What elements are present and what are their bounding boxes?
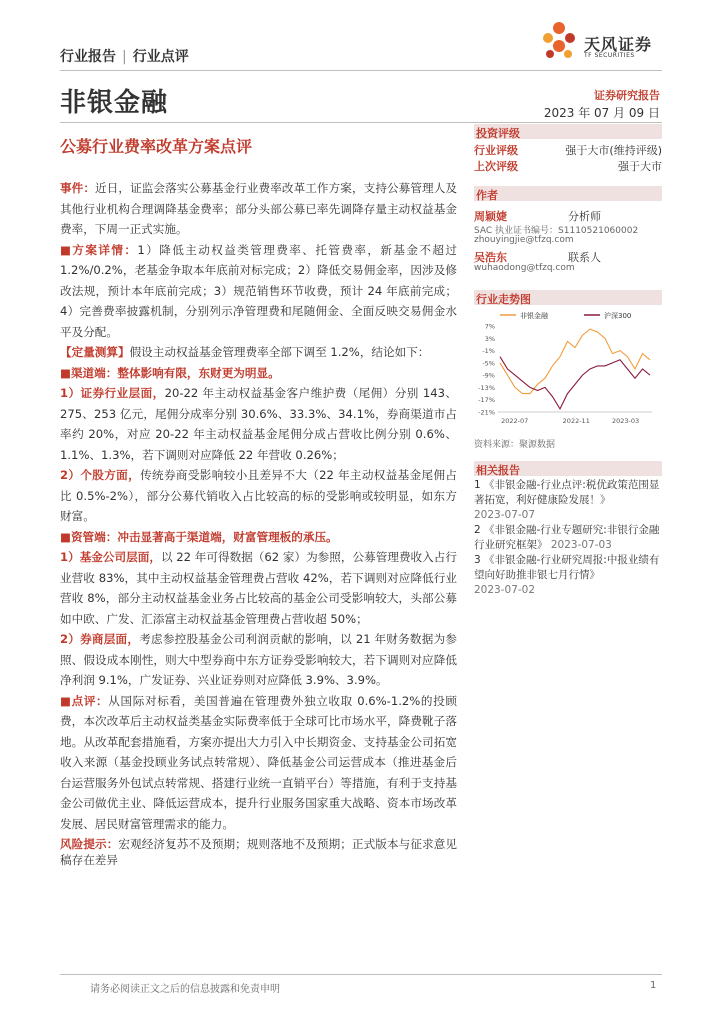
related-report-item[interactable] bbox=[474, 523, 662, 553]
y-tick-label: -21% bbox=[478, 408, 495, 417]
comment-paragraph: ■点评：从国际对标看，美国普遍在管理费外独立收取 0.6%-1.2%的投顾费，本次改革后主动权益类基金实际费率低于全球可比市场水平，降费靴子落地。从改革配套措施看，方案亦提出大力引入中长期资金、支持基金公司拓宽收入来源（基金投顾业务试点转常规）、降低基金公司运营成本（推进基金后台运营服务外包试点转常规、搭建行业统一直销平台）等措施，有利于支持基金公司做优主业、降低运营成本，提升行业服务国家重大战略、资本市场改革发展、居民财富管理需求的能力。 bbox=[60, 693, 457, 831]
author-cert: SAC 执业证书编号：S1110521060002 bbox=[474, 226, 639, 236]
chart-source: 资料来源：聚源数据 bbox=[474, 440, 556, 450]
logo-icon bbox=[536, 18, 582, 64]
report-category: 行业报告 | 行业点评 bbox=[60, 49, 189, 65]
channel-point-1: 1）证券行业层面，20-22 年主动权益基金客户维护费（尾佣）分别 143、275、253 亿元，尾佣分成率分别 30.6%、33.3%、34.1%，券商渠道市占率约 20%，对应 20-22 年主动权益基金尾佣分成占营收比例分别 0.6%、1.1%、1.3%，若下调则对应降低 22 年营收 0.26%； bbox=[60, 386, 457, 462]
rating-section-header: 投资评级 bbox=[474, 124, 662, 139]
asset-point-1: 1）基金公司层面，以 22 年可得数据（62 家）为参照，公募管理费收入占行业营收 83%，其中主动权益基金管理费占营收 42%，若下调则对应降低行业营收 8%，部分主动权益基金业务占比较高的基金公司受影响较大，头部公募如中欧、广发、汇添富主动权益基金管理费占营收超 50%； bbox=[60, 550, 457, 626]
industry-rating-row bbox=[474, 142, 662, 156]
author-row bbox=[474, 208, 662, 222]
last-rating-value: 强于大市 bbox=[618, 160, 662, 173]
asset-point-2: 2）券商层面，考虑参控股基金公司利润贡献的影响，以 21 年财务数据为参照、假设成本刚性，则大中型券商中东方证券受影响较大，若下调则对应降低净利润 9.1%，广发证券、兴业证券则对应降低 3.9%、3.9%。 bbox=[60, 632, 457, 687]
related-report-item[interactable] bbox=[474, 553, 662, 598]
trend-chart bbox=[474, 306, 662, 432]
industry-rating-value: 强于大市(维持评级) bbox=[565, 144, 662, 157]
page-title: 非银金融 bbox=[60, 88, 169, 118]
legend-label: 非银金融 bbox=[520, 312, 548, 320]
event-paragraph: 事件：近日，证监会落实公募基金行业费率改革工作方案，支持公募管理人及其他行业机构合理调降基金费率；部分头部公募已率先调降存量主动权益基金费率，下周一正式实施。 bbox=[60, 181, 457, 236]
author-name: 吴浩东 bbox=[474, 251, 507, 264]
x-tick-label: 2022-11 bbox=[562, 417, 590, 425]
author-name: 周颖婕 bbox=[474, 210, 507, 223]
y-tick-label: -5% bbox=[482, 359, 495, 368]
related-report-date: 2023-07-02 bbox=[474, 584, 536, 596]
page-number: 1 bbox=[650, 980, 657, 991]
plan-paragraph: ■方案详情：1）降低主动权益类管理费率、托管费率，新基金不超过1.2%/0.2%，老基金争取本年底前对标完成；2）降低交易佣金率，因涉及修改法规，预计本年底前完成；3）规范销售环节收费，预计 24 年底前完成；4）完善费率披露机制，分别列示净管理费和尾随佣金、全面反映交易佣金水平及分配。 bbox=[60, 242, 457, 339]
related-report-title[interactable]: 2 《非银金融-行业专题研究:非银行金融行业研究框架》 bbox=[474, 524, 660, 551]
y-tick-label: 3% bbox=[484, 334, 495, 343]
trend-section-header: 行业走势图 bbox=[474, 290, 662, 305]
related-report-item[interactable] bbox=[474, 478, 662, 523]
y-tick-label: -9% bbox=[482, 371, 495, 380]
report-subtitle: 公募行业费率改革方案点评 bbox=[60, 137, 253, 156]
header-divider bbox=[60, 70, 662, 71]
author-email[interactable]: zhouyingjie@tfzq.com bbox=[474, 235, 574, 245]
last-rating-row bbox=[474, 158, 662, 172]
logo-subtitle: TF SECURITIES bbox=[584, 52, 635, 59]
report-date: 2023 年 07 月 09 日 bbox=[543, 106, 660, 120]
industry-rating-label: 行业评级 bbox=[474, 144, 518, 157]
related-report-title[interactable]: 3 《非银金融-行业研究周报:中报业绩有望向好助推非银七月行情》 bbox=[474, 554, 660, 581]
channel-heading: ■渠道端：整体影响有限，东财更为明显。 bbox=[60, 365, 280, 380]
author-row bbox=[474, 249, 662, 263]
author-email[interactable]: wuhaodong@tfzq.com bbox=[474, 263, 575, 273]
related-report-date: 2023-07-07 bbox=[474, 509, 536, 521]
y-tick-label: -13% bbox=[478, 383, 495, 392]
report-type: 证券研究报告 bbox=[594, 89, 660, 102]
x-tick-label: 2022-07 bbox=[501, 417, 529, 425]
related-report-date: 2023-07-03 bbox=[550, 539, 612, 551]
subcategory-label: 行业点评 bbox=[132, 49, 189, 65]
legend-label: 沪深300 bbox=[604, 312, 632, 320]
calc-paragraph: 【定量测算】假设主动权益基金管理费率全部下调至 1.2%，结论如下： bbox=[60, 345, 430, 359]
related-section-header: 相关报告 bbox=[474, 461, 662, 476]
footer-divider bbox=[60, 974, 662, 975]
x-tick-label: 2023-03 bbox=[611, 417, 640, 425]
related-report-title[interactable]: 1 《非银金融-行业点评:税优政策范围显著拓宽，利好健康险发展！》 bbox=[474, 479, 660, 506]
y-tick-label: -1% bbox=[482, 347, 495, 356]
author-section-header: 作者 bbox=[474, 186, 662, 201]
risk-paragraph: 风险提示：宏观经济复苏不及预期；规则落地不及预期；正式版本与征求意见稿存在差异 bbox=[60, 837, 457, 867]
y-tick-label: -17% bbox=[478, 396, 495, 405]
last-rating-label: 上次评级 bbox=[474, 160, 518, 173]
channel-point-2: 2）个股方面，传统券商受影响较小且差异不大（22 年主动权益基金尾佣占比 0.5%-2%），部分公募代销收入占比较高的标的受影响或较明显，如东方财富。 bbox=[60, 468, 457, 523]
title-divider bbox=[60, 122, 662, 123]
report-body bbox=[60, 178, 457, 868]
author-role: 分析师 bbox=[568, 210, 601, 223]
author-role: 联系人 bbox=[568, 251, 601, 264]
logo-name: 天风证券 bbox=[584, 35, 653, 54]
asset-heading: ■资管端：冲击显著高于渠道端，财富管理板的承压。 bbox=[60, 529, 338, 544]
y-tick-label: 7% bbox=[484, 322, 495, 331]
footer-disclaimer[interactable]: 请务必阅读正文之后的信息披露和免责申明 bbox=[90, 984, 280, 995]
category-label: 行业报告 bbox=[60, 49, 116, 65]
series-line bbox=[500, 357, 650, 409]
